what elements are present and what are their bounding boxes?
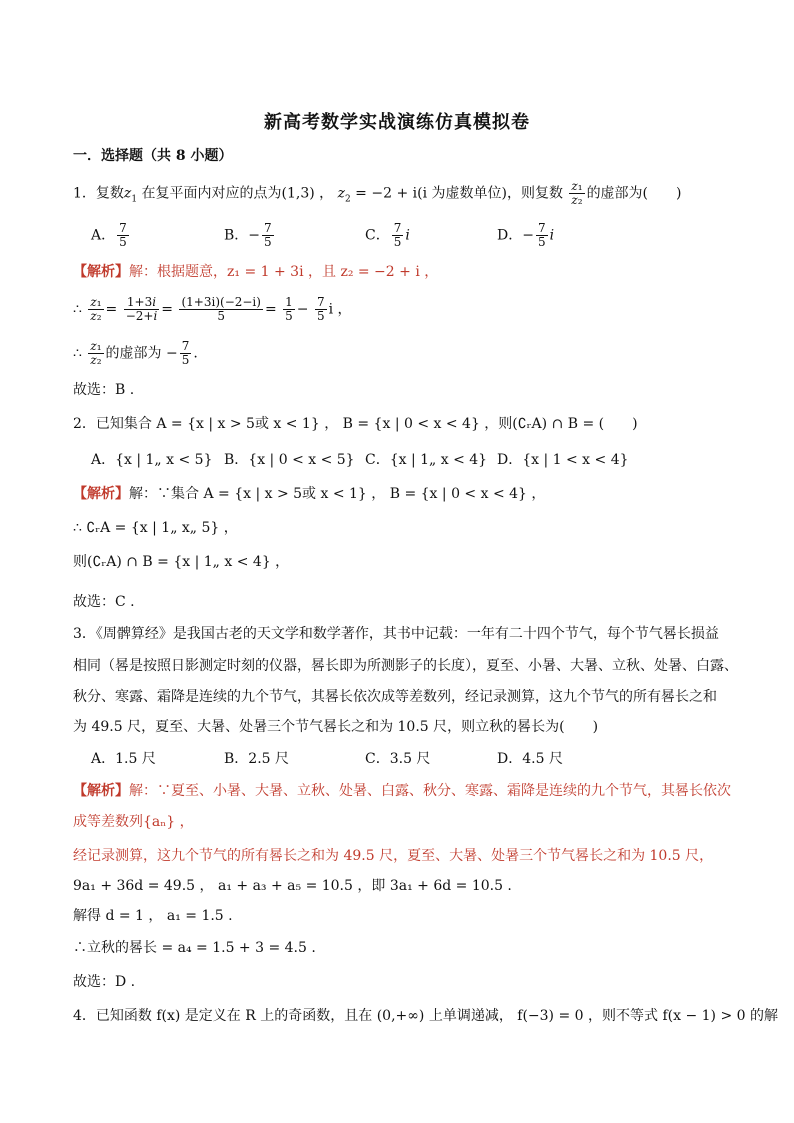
question-3-line: 为 49.5 尺，夏至、大暑、处暑三个节气晷长之和为 10.5 尺，则立秋的晷长为( ) — [73, 719, 599, 735]
question-3-line: 秋分、寒露、霜降是连续的九个节气，其晷长依次成等差数列，经记录测算，这九个节气的所有晷长之和 — [73, 689, 717, 705]
q3-option-a: A．1.5 尺 — [91, 751, 156, 767]
section-heading: 一．选择题（共 8 小题） — [73, 148, 233, 164]
question-3-line: 相同（晷是按照日影测定时刻的仪器，晷长即为所测影子的长度），夏至、小暑、大暑、立秋、处暑、白露、 — [73, 658, 738, 674]
q1-result-text: 的虚部为 − — [105, 345, 178, 362]
q1-stem-part: 在复平面内对应的点为(1,3) ， — [141, 185, 334, 202]
q3-analysis-text: 解：∵夏至、小暑、大暑、立秋、处暑、白露、秋分、寒露、霜降是连续的九个节气，其晷长依次 — [129, 783, 731, 799]
q3-analysis-line: 9a₁ + 36d = 49.5 ， a₁ + a₃ + a₅ = 10.5 ，即 3a₁ + 6d = 10.5 . — [73, 878, 512, 894]
q3-analysis-line: 成等差数列{aₙ} ， — [73, 814, 194, 830]
q1-analysis-step: ∴ $\frac{\text{z₁}}{\text{z₂}}$ = $\frac{1+3i}{-2+i}$ = $\frac{(1+3i)(-2-i)}{5}$ = $\frac{1}{5}$ − $\frac{7}{5}$ i ， — [73, 295, 352, 323]
q1-stem-part: 的虚部为( ) — [586, 185, 682, 202]
therefore-symbol: ∴ — [73, 301, 82, 318]
analysis-tag: 【解析】 — [73, 264, 129, 280]
q3-analysis-line: 经记录测算，这九个节气的所有晷长之和为 49.5 尺，夏至、大暑、处暑三个节气晷长之和为 10.5 尺， — [73, 848, 714, 864]
q2-option-b: B．{x | 0 < x < 5} — [224, 452, 355, 468]
therefore-symbol: ∴ — [73, 345, 82, 362]
q1-option-b: B．− $\frac{7}{5}$ — [224, 221, 272, 249]
q2-answer: 故选：C . — [73, 594, 135, 610]
q1-answer: 故选：B . — [73, 382, 135, 398]
q3-answer: 故选：D . — [73, 974, 136, 990]
q1-option-d: D．− $\frac{7}{5}$ i — [497, 221, 555, 249]
q3-option-c: C．3.5 尺 — [365, 751, 431, 767]
q1-analysis-text: 解：根据题意，z₁ = 1 + 3i ，且 z₂ = −2 + i ， — [129, 264, 439, 280]
q2-analysis-text: 解：∵集合 A = {x | x > 5或 x < 1} ， B = {x | 0 < x < 4} ， — [129, 486, 546, 502]
option-label: D． — [497, 227, 523, 244]
q2-option-a: A．{x | 1„ x < 5} — [91, 452, 213, 468]
q2-analysis — [73, 484, 545, 504]
q2-analysis-result: 则(∁ᵣA) ∩ B = {x | 1„ x < 4} ， — [73, 554, 290, 570]
q1-option-c: C． $\frac{7}{5}$ i — [365, 221, 410, 249]
question-4-stem: 4．已知函数 f(x) 是定义在 R 上的奇函数，且在 (0,+∞) 上单调递减， f(−3) = 0 ，则不等式 f(x − 1) > 0 的解 — [73, 1008, 778, 1024]
q3-option-d: D．4.5 尺 — [497, 751, 563, 767]
q3-analysis — [73, 781, 731, 801]
question-3-line: 3．《周髀算经》是我国古老的天文学和数学著作，其书中记载：一年有二十四个节气，每个节气晷长损益 — [73, 626, 719, 642]
q3-option-b: B．2.5 尺 — [224, 751, 290, 767]
q1-analysis — [73, 262, 438, 282]
q2-analysis-step: ∴ ∁ᵣA = {x | 1„ x„ 5} ， — [73, 520, 238, 536]
fraction-numerator: (1+3i)(−2−i) — [181, 295, 261, 309]
question-2-stem: 2．已知集合 A = {x | x > 5或 x < 1} ， B = {x | 0 < x < 4} ，则(∁ᵣA) ∩ B = ( ) — [73, 416, 638, 432]
q2-option-c: C．{x | 1„ x < 4} — [365, 452, 488, 468]
analysis-tag: 【解析】 — [73, 783, 129, 799]
q1-analysis-tail: i ， — [328, 301, 352, 318]
option-label: B． — [224, 227, 249, 244]
q3-analysis-line: 解得 d = 1 ， a₁ = 1.5 . — [73, 908, 233, 924]
option-label: C． — [365, 227, 390, 244]
q3-analysis-line: ∴立秋的晷长 = a₄ = 1.5 + 3 = 4.5 . — [73, 940, 316, 956]
q1-option-a: A． $\frac{7}{5}$ — [91, 221, 127, 249]
q1-stem-part: (i 为虚数单位)，则复数 — [417, 185, 563, 202]
page-title: 新高考数学实战演练仿真模拟卷 — [264, 112, 530, 133]
q1-z2-eq: = −2 + i — [355, 185, 418, 202]
question-1-stem: 1．复数$z_1$ 在复平面内对应的点为(1,3) ， $z_2 = -2 + i(i$ 为虚数单位)，则复数 $\frac{\text{z₁}}{\text{z₂}}$ 的虚部为( ) — [73, 179, 682, 207]
option-label: A． — [91, 227, 116, 244]
analysis-tag: 【解析】 — [73, 486, 129, 502]
q1-stem-part: 1．复数 — [73, 185, 124, 202]
q2-option-d: D．{x | 1 < x < 4} — [497, 452, 629, 468]
q1-analysis-result: ∴ $\frac{\text{z₁}}{\text{z₂}}$ 的虚部为 − $\frac{7}{5}$ . — [73, 339, 198, 367]
fraction-z1-z2: $\frac{\text{z₁}}{\text{z₂}}$ — [571, 179, 583, 207]
